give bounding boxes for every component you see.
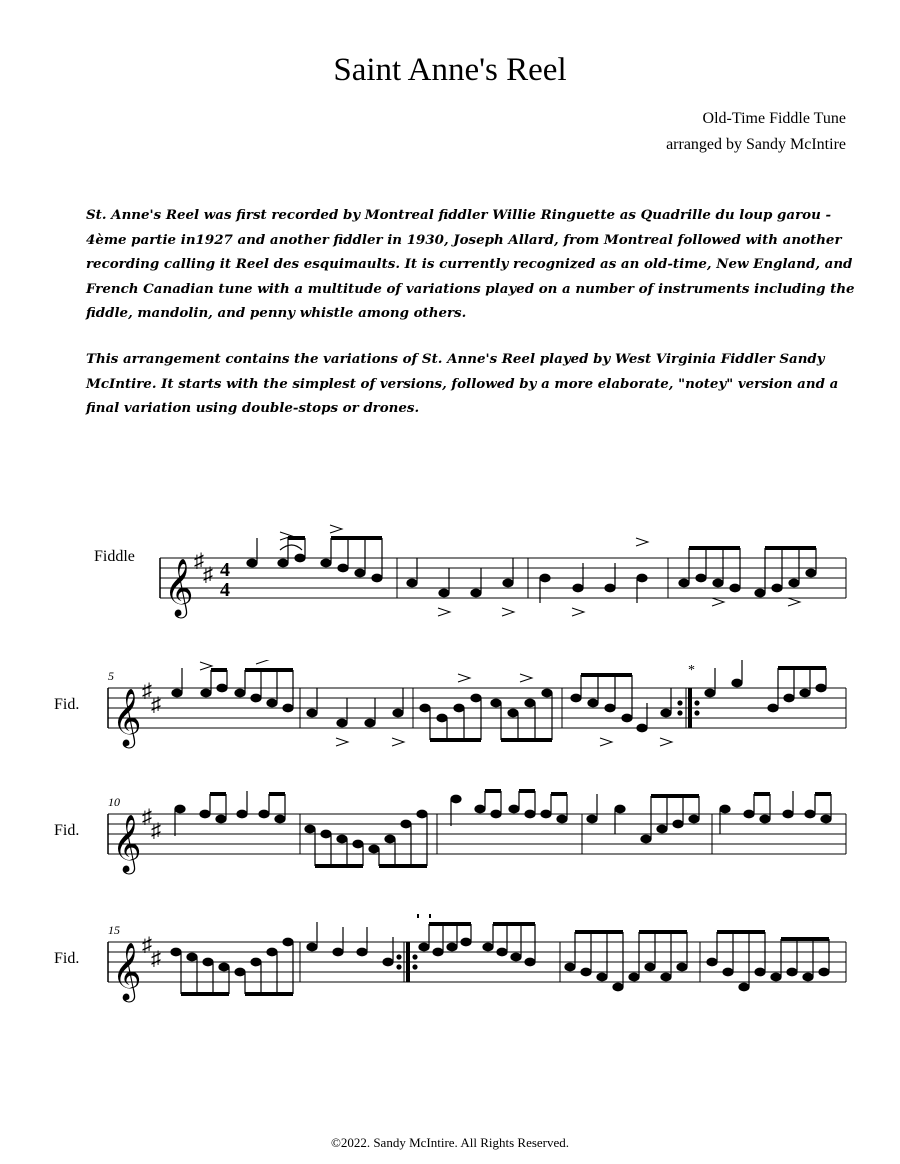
svg-text:𝄞: 𝄞 xyxy=(112,815,142,871)
svg-text:♯: ♯ xyxy=(151,820,161,842)
staff-lines xyxy=(160,558,846,598)
notes xyxy=(247,538,846,603)
svg-text:♯: ♯ xyxy=(194,550,204,572)
subtitle: Old-Time Fiddle Tune xyxy=(702,110,846,127)
measure-number-10: 10 xyxy=(108,795,120,809)
time-signature-bottom: 4 xyxy=(220,579,230,601)
rehearsal-mark: * xyxy=(688,663,695,678)
treble-clef: 𝄞 xyxy=(164,559,194,615)
svg-text:♯: ♯ xyxy=(142,806,152,828)
instrument-abbrev-system-4: Fid. xyxy=(54,950,80,967)
svg-text:♯: ♯ xyxy=(151,948,161,970)
description-paragraph-2: This arrangement contains the variations of St. Anne's Reel played by West Virginia Fiddler Sandy McIntire. It starts with the simplest of versions, followed by a more elaborate, "notey" version and a final variation using double-stops or drones. xyxy=(86,351,839,416)
down-bow-mark xyxy=(418,914,430,918)
composer-block xyxy=(666,106,846,158)
svg-text:♯: ♯ xyxy=(151,694,161,716)
instrument-name: Fiddle xyxy=(94,548,135,565)
copyright: ©2022. Sandy McIntire. All Rights Reserved. xyxy=(330,1135,570,1150)
svg-text:𝄞: 𝄞 xyxy=(112,943,142,999)
time-signature-top: 4 xyxy=(220,559,230,581)
measure-number-15: 15 xyxy=(108,923,120,937)
instrument-abbrev-system-2: Fid. xyxy=(54,696,80,713)
instrument-abbrev-system-3: Fid. xyxy=(54,822,80,839)
staff-system-3 xyxy=(0,786,900,906)
treble-clef: 𝄞 xyxy=(112,689,142,745)
arranger: arranged by Sandy McIntire xyxy=(666,136,846,153)
key-signature xyxy=(194,550,213,586)
staff-system-1 xyxy=(0,520,900,640)
score-title: Saint Anne's Reel xyxy=(333,52,567,88)
staff-system-4 xyxy=(0,914,900,1034)
svg-text:♯: ♯ xyxy=(142,934,152,956)
svg-text:♯: ♯ xyxy=(203,564,213,586)
description-paragraph-1: St. Anne's Reel was first recorded by Montreal fiddler Willie Ringuette as Quadrille du loup garou - 4ème partie in1927 and another fiddler in 1930, Joseph Allard, from Montreal followed with another recording calling it Reel des esquimaults. It is currently recognized as an old-time, New England, and French Canadian tune with a multitude of variations played on a number of instruments including the fiddle, mandolin, and penny whistle among others. xyxy=(86,207,855,321)
staff-system-2 xyxy=(0,660,900,780)
svg-text:♯: ♯ xyxy=(142,680,152,702)
measure-number-5: 5 xyxy=(108,669,114,683)
